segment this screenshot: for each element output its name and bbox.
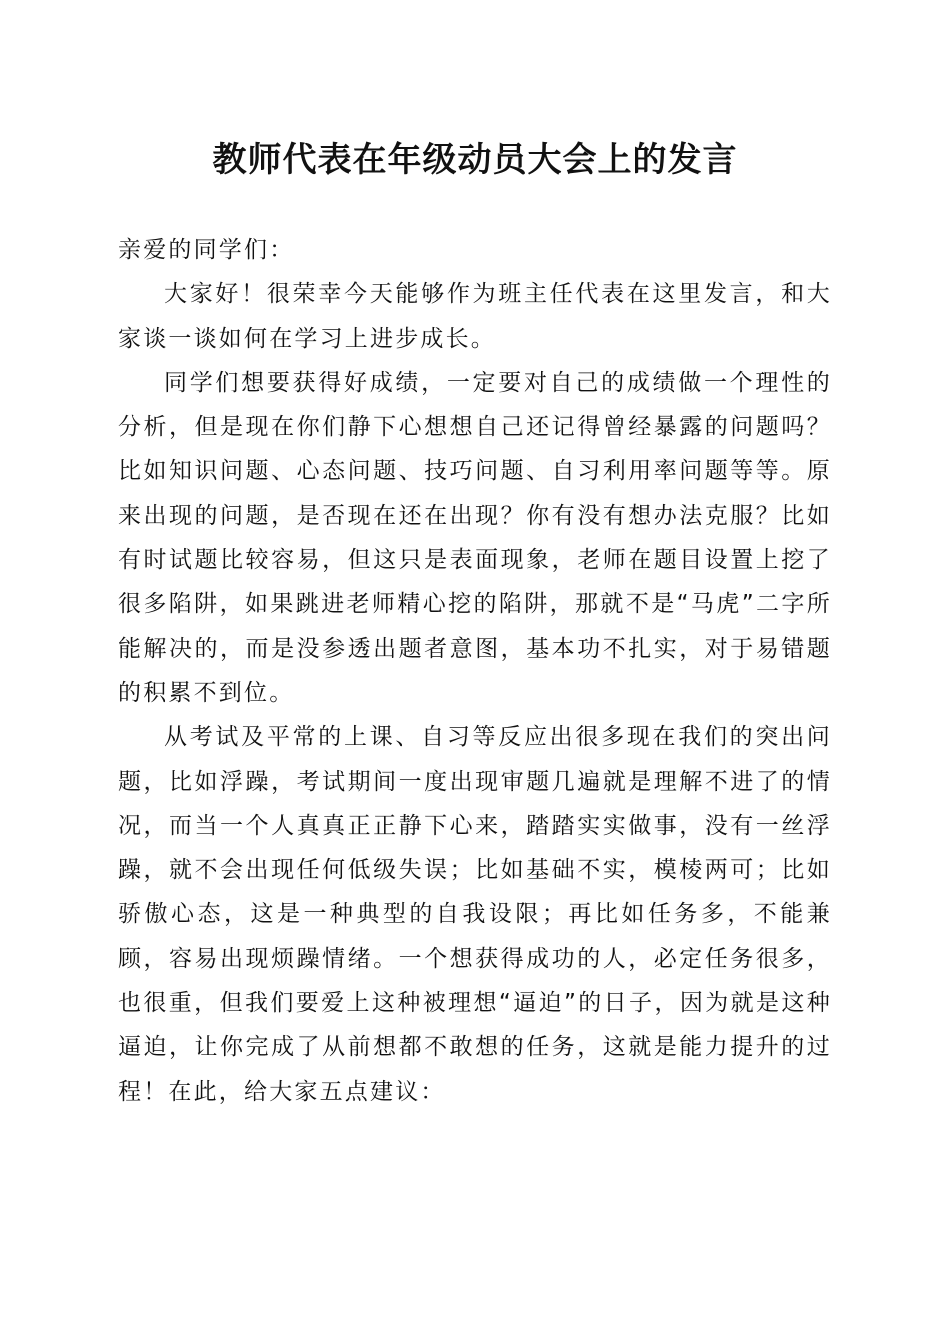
document-title: 教师代表在年级动员大会上的发言 [212,140,738,180]
paragraph-greeting: 大家好！很荣幸今天能够作为班主任代表在这里发言，和大家谈一谈如何在学习上进步成长。 [118,281,832,352]
salutation: 亲爱的同学们： [118,237,295,263]
paragraph-analysis: 同学们想要获得好成绩，一定要对自己的成绩做一个理性的分析，但是现在你们静下心想想自己还记得曾经暴露的问题吗？比如知识问题、心态问题、技巧问题、自习利用率问题等等。原来出现的问题，是否现在还在出现？你有没有想办法克服？比如有时试题比较容易，但这只是表面现象，老师在题目设置上挖了很多陷阱，如果跳进老师精心挖的陷阱，那就不是“马虎”二字所能解决的，而是没参透出题者意图，基本功不扎实，对于易错题的积累不到位。 [118,369,832,706]
paragraph-problems: 从考试及平常的上课、自习等反应出很多现在我们的突出问题，比如浮躁，考试期间一度出现审题几遍就是理解不进了的情况，而当一个人真真正正静下心来，踏踏实实做事，没有一丝浮躁，就不会出现任何低级失误；比如基础不实，模棱两可；比如骄傲心态，这是一种典型的自我设限；再比如任务多，不能兼顾，容易出现烦躁情绪。一个想获得成功的人，必定任务很多，也很重，但我们要爱上这种被理想“逼迫”的日子，因为就是这种逼迫，让你完成了从前想都不敢想的任务，这就是能力提升的过程！在此，给大家五点建议： [118,724,832,1105]
document-body [118,228,832,1114]
